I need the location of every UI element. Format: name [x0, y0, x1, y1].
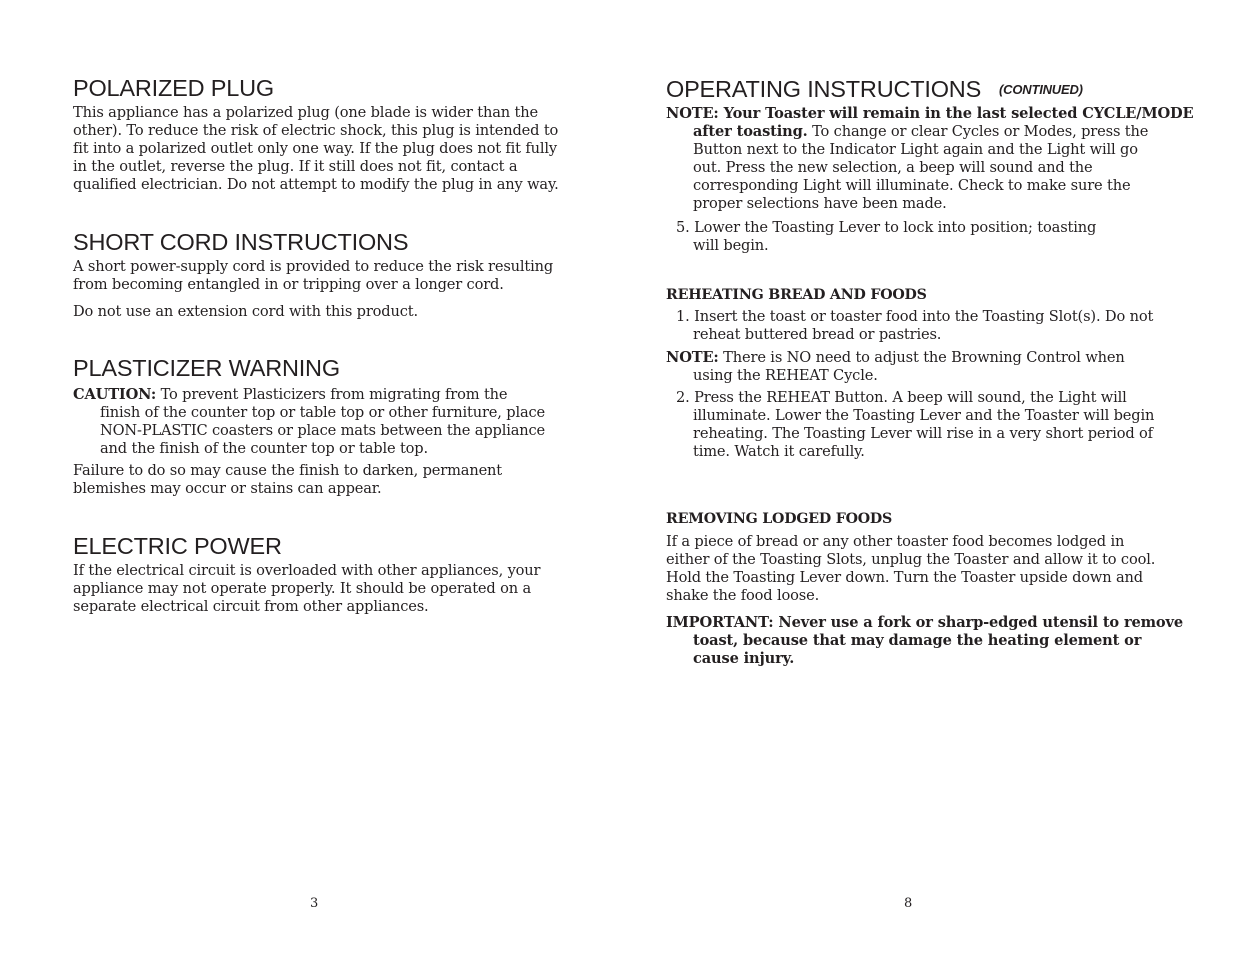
reheating-note: NOTE: There is NO need to adjust the Browning Control when using the REHEAT Cycle.: [666, 349, 1125, 384]
reheating-heading: REHEATING BREAD AND FOODS: [666, 287, 927, 303]
reheating-step-1: 1. Insert the toast or toaster food into the Toasting Slot(s). Do not reheat buttered bread or pastries.: [676, 308, 1154, 343]
short-cord-text: A short power-supply cord is provided to reduce the risk resulting from becoming entangled in or tripping over a longer cord.: [73, 258, 554, 293]
electric-power-heading: ELECTRIC POWER: [73, 533, 282, 559]
page-number-left: 3: [310, 896, 319, 911]
polarized-plug-text: This appliance has a polarized plug (one blade is wider than the other). To reduce the risk of electric shock, this plug is intended to fit into a polarized outlet only one way. If the plug does not fit fully in the outlet, reverse the plug. If it still does not fit, contact a qualified electrician. Do not attempt to modify the plug in any way.: [73, 104, 559, 193]
important-warning: IMPORTANT: Never use a fork or sharp-edged utensil to remove toast, because that may damage the heating element or cause injury.: [666, 614, 1183, 667]
operating-instructions-heading: OPERATING INSTRUCTIONS (CONTINUED): [666, 76, 1083, 102]
continued-label: (CONTINUED): [999, 82, 1083, 97]
plasticizer-caution: CAUTION: To prevent Plasticizers from migrating from the finish of the counter top or table top or other furniture, place NON-PLASTIC coasters or place mats between the appliance and the finish of the counter top or table top.: [73, 386, 546, 457]
electric-power-text: If the electrical circuit is overloaded with other appliances, your appliance may not operate properly. It should be operated on a separate electrical circuit from other appliances.: [73, 562, 541, 615]
plasticizer-failure: Failure to do so may cause the finish to darken, permanent blemishes may occur or stains can appear.: [73, 462, 503, 497]
removing-text: If a piece of bread or any other toaster food becomes lodged in either of the Toasting Slots, unplug the Toaster and allow it to cool. Hold the Toasting Lever down. Turn the Toaster upside down and shake the food loose.: [666, 533, 1156, 604]
polarized-plug-heading: POLARIZED PLUG: [73, 75, 274, 101]
page-number-right: 8: [904, 896, 913, 911]
removing-heading: REMOVING LODGED FOODS: [666, 511, 893, 527]
short-cord-extension-note: Do not use an extension cord with this product.: [73, 303, 418, 320]
step-5: 5. Lower the Toasting Lever to lock into position; toasting will begin.: [676, 219, 1097, 254]
reheating-step-2: 2. Press the REHEAT Button. A beep will sound, the Light will illuminate. Lower the Toasting Lever and the Toaster will begin reheating. The Toasting Lever will rise in a very short period of time. Watch it carefully.: [676, 389, 1155, 460]
short-cord-heading: SHORT CORD INSTRUCTIONS: [73, 229, 409, 255]
caution-label: CAUTION:: [73, 386, 157, 403]
note-last-selected-cycle: NOTE: Your Toaster will remain in the last selected CYCLE/MODE after toasting. To change or clear Cycles or Modes, press the Button next to the Indicator Light again and the Light will go out. Press the new selection, a beep will sound and the corresponding Light will illuminate. Check to make sure the proper selections have been made.: [666, 105, 1194, 212]
plasticizer-heading: PLASTICIZER WARNING: [73, 355, 340, 381]
